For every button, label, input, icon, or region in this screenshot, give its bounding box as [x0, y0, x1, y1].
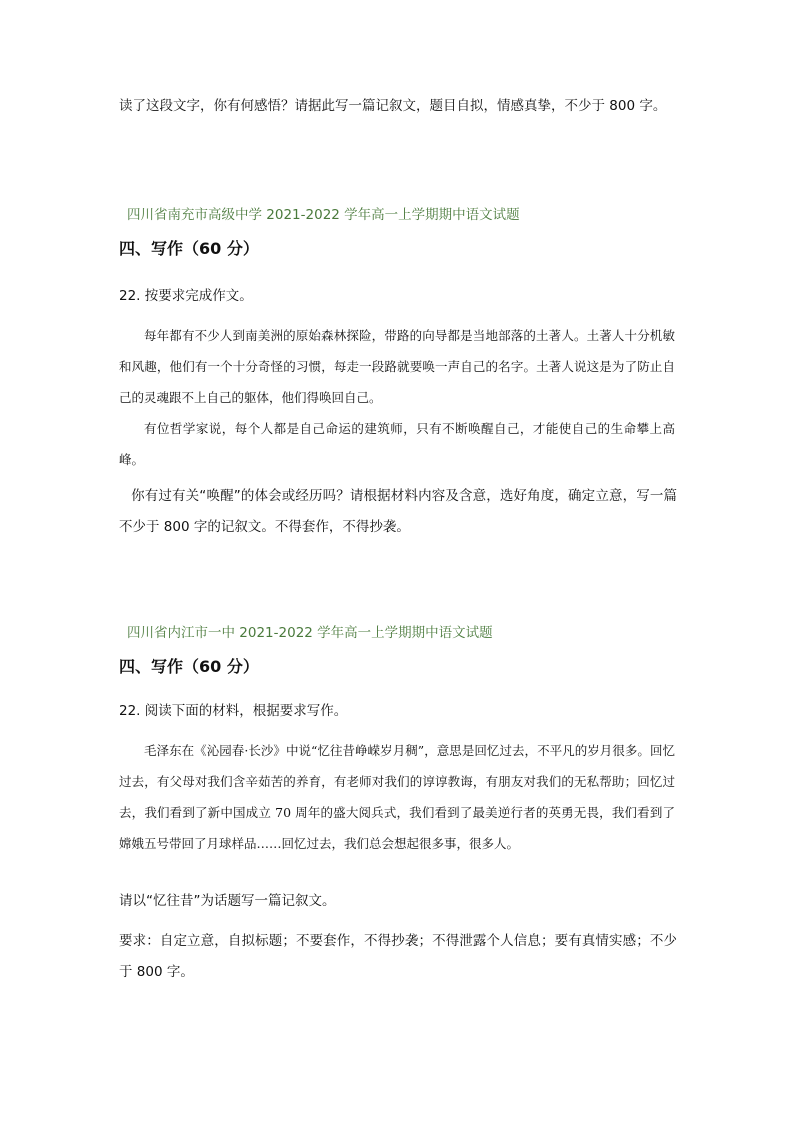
section2-source: 四川省内江市一中 2021-2022 学年高一上学期期中语文试题 — [127, 625, 493, 641]
section2-requirements: 要求：自定立意，自拟标题；不要套作，不得抄袭；不得泄露个人信息；要有真情实感；不少于 800 字。 — [119, 933, 677, 980]
section2-question: 22. 阅读下面的材料，根据要求写作。 — [119, 703, 348, 719]
section2-heading: 四、写作（60 分） — [119, 657, 259, 676]
section1-passage-1: 每年都有不少人到南美洲的原始森林探险，带路的向导都是当地部落的土著人。土著人十分机敏和风趣，他们有一个十分奇怪的习惯，每走一段路就要唤一声自己的名字。土著人说这是为了防止自己的灵魂跟不上自己的躯体，他们得唤回自己。 — [119, 328, 675, 405]
section1-passage-2: 有位哲学家说，每个人都是自己命运的建筑师，只有不断唤醒自己，才能使自己的生命攀上高峰。 — [119, 421, 675, 467]
section2-topic: 请以“忆往昔”为话题写一篇记叙文。 — [119, 893, 336, 909]
section2-passage: 毛泽东在《沁园春·长沙》中说“忆往昔峥嵘岁月稠”，意思是回忆过去，不平凡的岁月很多。回忆过去，有父母对我们含辛茹苦的养育，有老师对我们的谆谆教诲，有朋友对我们的无私帮助；回忆过去，我们看到了新中国成立 70 周年的盛大阅兵式，我们看到了最美逆行者的英勇无畏，我们看到了嫦娥五号带回了月球样品……回忆过去，我们总会想起很多事，很多人。 — [119, 743, 675, 851]
section1-prompt: 你有过有关“唤醒”的体会或经历吗？请根据材料内容及含意，选好角度，确定立意，写一篇不少于 800 字的记叙文。不得套作，不得抄袭。 — [119, 488, 677, 535]
section1-question: 22. 按要求完成作文。 — [119, 288, 253, 304]
section1-source: 四川省南充市高级中学 2021-2022 学年高一上学期期中语文试题 — [127, 207, 520, 223]
intro-tail-text: 读了这段文字，你有何感悟？请据此写一篇记叙文，题目自拟，情感真挚，不少于 800 字。 — [119, 98, 667, 114]
section1-heading: 四、写作（60 分） — [119, 239, 259, 258]
